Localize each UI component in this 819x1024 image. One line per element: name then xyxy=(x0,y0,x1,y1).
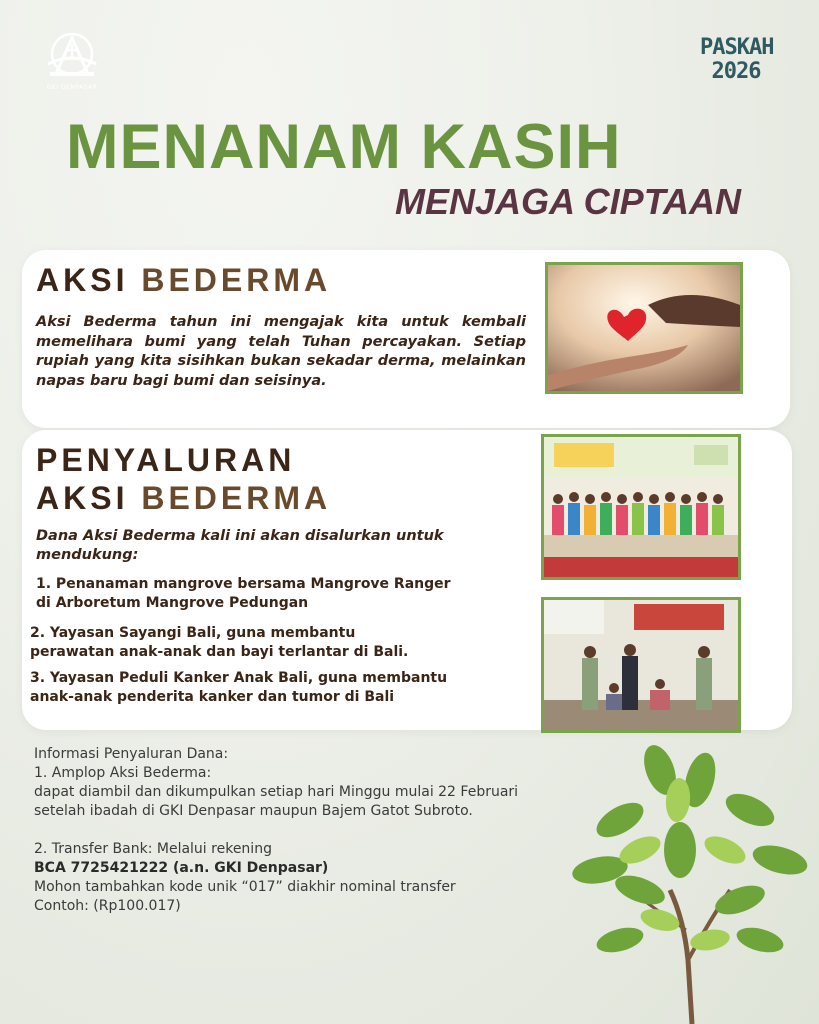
distribution-item-2-line1: 2. Yayasan Sayangi Bali, guna membantu xyxy=(30,625,356,641)
foundation-visit-photo xyxy=(541,597,741,733)
distribution-item-3 xyxy=(30,669,500,707)
bank-account: BCA 7725421222 (a.n. GKI Denpasar) xyxy=(34,860,329,876)
distribution-item-2 xyxy=(30,624,500,662)
section1-body: Aksi Bederma tahun ini mengajak kita untuk kembali memelihara bumi yang telah Tuhan percayakan. Setiap rupiah yang kita sisihkan bukan sekadar derma, melainkan napas baru bagi bumi dan seisinya. xyxy=(36,314,526,389)
transfer-note: Mohon tambahkan kode unik “017” diakhir nominal transfer xyxy=(34,879,456,895)
paskah-logo-line1: PASKAH xyxy=(700,35,774,60)
info-item1-title: 1. Amplop Aksi Bederma: xyxy=(34,765,212,781)
info-heading: Informasi Penyaluran Dana: xyxy=(34,746,229,762)
heart-hands-photo xyxy=(545,262,743,394)
paskah-logo-line2: 2026 xyxy=(711,59,761,84)
church-logo-icon xyxy=(42,30,102,82)
info-spacer xyxy=(34,821,614,840)
section1-title-part2: BEDERMA xyxy=(141,262,332,298)
church-logo-caption: GKI DENPASAR xyxy=(46,84,98,91)
info-item1-line2: setelah ibadah di GKI Denpasar maupun Bajem Gatot Subroto. xyxy=(34,803,473,819)
church-logo xyxy=(40,30,104,100)
children-group-photo xyxy=(541,434,741,580)
distribution-item-1 xyxy=(36,575,506,613)
page-subtitle: MENJAGA CIPTAAN xyxy=(395,181,742,222)
section2-title-part1: AKSI xyxy=(36,480,142,516)
fund-info xyxy=(34,745,614,916)
distribution-item-2-line2: perawatan anak-anak dan bayi terlantar di Bali. xyxy=(30,644,409,660)
page-title: MENANAM KASIH xyxy=(66,112,622,182)
section2-title-line2 xyxy=(36,480,331,516)
section1-title-part1: AKSI xyxy=(36,262,142,298)
info-item2-title: 2. Transfer Bank: Melalui rekening xyxy=(34,841,272,857)
mangrove-tree-illustration xyxy=(560,740,819,1024)
distribution-item-3-line2: anak-anak penderita kanker dan tumor di Bali xyxy=(30,689,395,705)
section1-title xyxy=(36,262,331,298)
distribution-item-1-line1: 1. Penanaman mangrove bersama Mangrove Ranger xyxy=(36,576,451,592)
section2-title-part2: BEDERMA xyxy=(141,480,332,516)
transfer-example: Contoh: (Rp100.017) xyxy=(34,898,181,914)
distribution-item-1-line2: di Arboretum Mangrove Pedungan xyxy=(36,595,309,611)
section2-title-line1: PENYALURAN xyxy=(36,442,296,478)
distribution-item-3-line1: 3. Yayasan Peduli Kanker Anak Bali, guna membantu xyxy=(30,670,448,686)
info-item1-line1: dapat diambil dan dikumpulkan setiap hari Minggu mulai 22 Februari xyxy=(34,784,519,800)
paskah-logo xyxy=(700,36,772,94)
section2-lead: Dana Aksi Bederma kali ini akan disalurkan untuk mendukung: xyxy=(36,528,444,563)
